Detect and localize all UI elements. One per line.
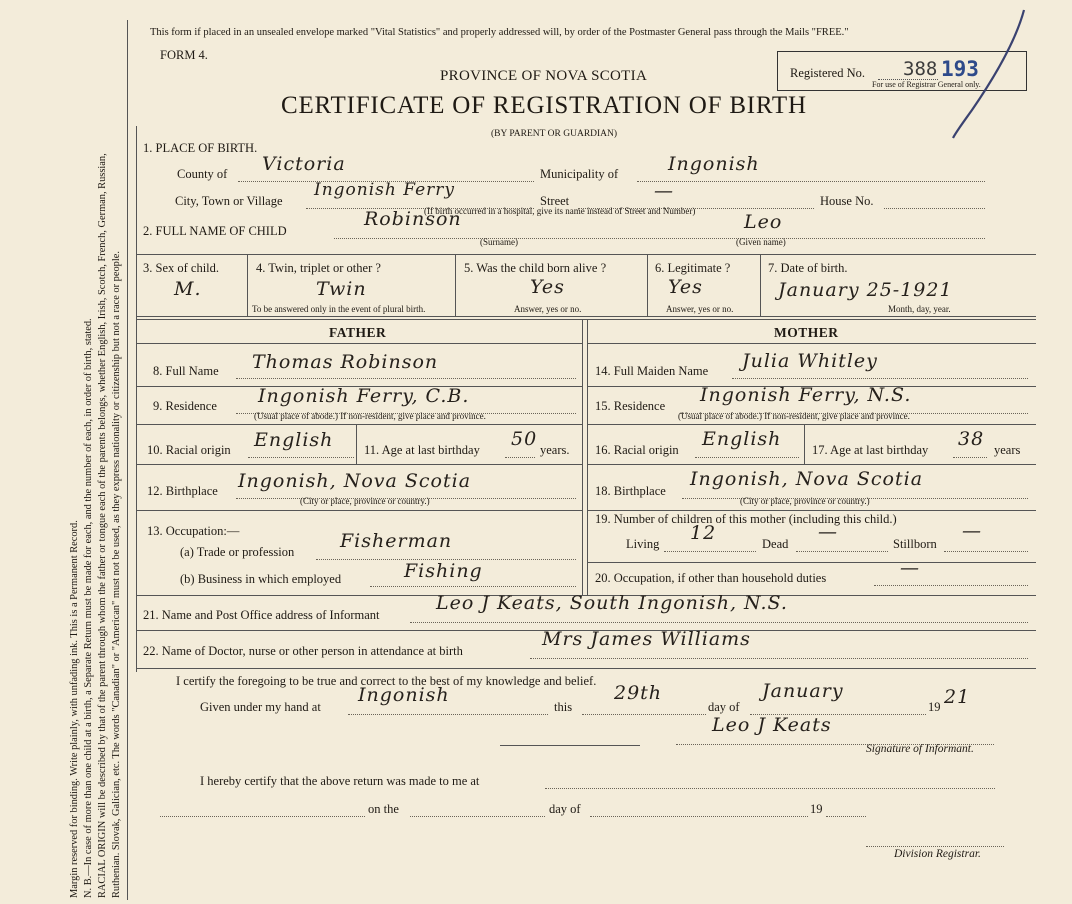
- year-prefix: 19: [928, 700, 941, 714]
- child-name-line: [334, 238, 985, 239]
- mother-age-unit: years: [994, 443, 1021, 457]
- stillborn-value: —: [962, 520, 982, 542]
- mother-row-line-4: [587, 510, 1036, 511]
- father-business-value: Fishing: [404, 560, 483, 582]
- row-divider-2: [136, 316, 1036, 317]
- given-place-value: Ingonish: [358, 684, 450, 706]
- house-line: [884, 208, 985, 209]
- registered-number-stamped: 193: [941, 57, 979, 81]
- father-row-line-3: [136, 464, 582, 465]
- stillborn-label: Stillborn: [893, 537, 937, 551]
- father-age-divider: [356, 424, 357, 464]
- registrar-note: For use of Registrar General only.: [872, 80, 981, 89]
- informant-line: [410, 622, 1028, 623]
- registrar-month-line: [590, 816, 808, 817]
- registrar-blank-line: [160, 816, 365, 817]
- informant-value: Leo J Keats, South Ingonish, N.S.: [436, 592, 788, 614]
- mother-occupation-value: —: [900, 557, 920, 579]
- child-surname-value: Robinson: [364, 208, 462, 230]
- given-place-line: [348, 714, 548, 715]
- father-row-line-2: [136, 424, 582, 425]
- row-divider-1: [136, 254, 1036, 255]
- mother-age-divider: [804, 424, 805, 464]
- twin-value: Twin: [316, 278, 367, 300]
- legitimate-note: Answer, yes or no.: [666, 304, 734, 314]
- father-name-value: Thomas Robinson: [252, 351, 439, 373]
- sex-value: M.: [174, 278, 202, 300]
- col-divider-3: [647, 254, 648, 316]
- dead-line: [796, 551, 888, 552]
- given-day-value: 29th: [614, 682, 663, 704]
- given-day-line: [582, 714, 706, 715]
- county-label: County of: [177, 167, 228, 181]
- mother-heading-line: [587, 343, 1036, 344]
- informant-signature: Leo J Keats: [712, 714, 832, 736]
- page-subtitle: (BY PARENT OR GUARDIAN): [491, 129, 618, 139]
- city-label: City, Town or Village: [175, 194, 283, 208]
- child-name-label: 2. FULL NAME OF CHILD: [143, 224, 287, 238]
- registrar-on-the-label: on the: [368, 802, 399, 816]
- given-caption: (Given name): [736, 237, 786, 247]
- margin-note-4: Ruthenian. Slovak, Galician, etc. The words "Canadian" or "American" must not be used, as they express nationality or citizenship but not a race or people.: [111, 251, 122, 898]
- registrar-place-line: [545, 788, 995, 789]
- mother-residence-note: (Usual place of abode.) If non-resident, give place and province.: [678, 411, 910, 421]
- registered-number-printed: 388: [903, 58, 938, 80]
- father-residence-note: (Usual place of abode.) If non-resident, give place and province.: [254, 411, 486, 421]
- father-age-value: 50: [511, 428, 538, 450]
- twin-label: 4. Twin, triplet or other ?: [256, 261, 381, 275]
- stillborn-line: [944, 551, 1028, 552]
- mother-racial-line: [695, 457, 799, 458]
- father-birthplace-value: Ingonish, Nova Scotia: [238, 470, 472, 492]
- province-heading: PROVINCE OF NOVA SCOTIA: [440, 68, 648, 84]
- signature-caption: Signature of Informant.: [866, 743, 974, 755]
- col-divider-2: [455, 254, 456, 316]
- twin-note: To be answered only in the event of plural birth.: [252, 304, 426, 314]
- living-line: [664, 551, 756, 552]
- father-row-line-4: [136, 510, 582, 511]
- postal-notice: This form if placed in an unsealed envelope marked "Vital Statistics" and properly addressed will, by order of the Postmaster General pass through the Mails "FREE.": [150, 27, 849, 38]
- mother-row-line-5: [587, 562, 1036, 563]
- attendant-value: Mrs James Williams: [542, 628, 751, 650]
- father-trade-label: (a) Trade or profession: [180, 545, 295, 559]
- municipality-label: Municipality of: [540, 167, 619, 181]
- col-divider-4: [760, 254, 761, 316]
- margin-note-3: RACIAL ORIGIN will be described by that of the parent through whom the father or tongue each of the parents belongs, whether English, Irish, Scotch, French, German, Russian,: [97, 153, 108, 898]
- mother-age-line: [953, 457, 987, 458]
- father-age-unit: years.: [540, 443, 570, 457]
- this-label: this: [554, 700, 573, 714]
- sex-label: 3. Sex of child.: [143, 261, 220, 275]
- father-racial-line: [248, 457, 354, 458]
- mother-occupation-label: 20. Occupation, if other than household duties: [595, 571, 827, 585]
- birth-date-note: Month, day, year.: [888, 304, 951, 314]
- parents-divider-b: [587, 319, 588, 595]
- dead-value: —: [818, 521, 838, 543]
- given-month-value: January: [762, 680, 844, 702]
- mother-racial-value: English: [702, 428, 782, 450]
- street-value: —: [654, 180, 674, 202]
- father-name-line: [236, 378, 576, 379]
- father-trade-value: Fisherman: [340, 530, 453, 552]
- house-label: House No.: [820, 194, 874, 208]
- alive-value: Yes: [530, 276, 565, 298]
- registrar-day-of-label: day of: [549, 802, 581, 816]
- father-name-label: 8. Full Name: [153, 364, 219, 378]
- father-birthplace-note: (City or place, province or country.): [300, 496, 430, 506]
- place-of-birth-heading: 1. PLACE OF BIRTH.: [143, 141, 258, 155]
- father-heading-line: [136, 343, 582, 344]
- mother-age-label: 17. Age at last birthday: [812, 443, 929, 457]
- row-divider-5: [136, 668, 1036, 669]
- attendant-line: [530, 658, 1028, 659]
- informant-label: 21. Name and Post Office address of Informant: [143, 608, 380, 622]
- street-label: Street: [540, 194, 570, 208]
- living-label: Living: [626, 537, 660, 551]
- father-heading: FATHER: [329, 325, 387, 340]
- attendant-label: 22. Name of Doctor, nurse or other person in attendance at birth: [143, 644, 463, 658]
- father-residence-label: 9. Residence: [153, 399, 217, 413]
- alive-label: 5. Was the child born alive ?: [464, 261, 607, 275]
- registered-label: Registered No.: [790, 66, 865, 80]
- hospital-note: (If birth occurred in a hospital, give its name instead of Street and Number): [424, 206, 696, 216]
- registrar-statement: I hereby certify that the above return was made to me at: [200, 774, 480, 788]
- municipality-value: Ingonish: [668, 153, 760, 175]
- father-business-line: [370, 586, 576, 587]
- mother-birthplace-note: (City or place, province or country.): [740, 496, 870, 506]
- father-birthplace-label: 12. Birthplace: [147, 484, 218, 498]
- mother-occupation-line: [874, 585, 1028, 586]
- surname-caption: (Surname): [480, 237, 518, 247]
- mother-row-line-2: [587, 424, 1036, 425]
- day-of-label: day of: [708, 700, 740, 714]
- municipality-line: [637, 181, 985, 182]
- parents-divider-a: [582, 319, 583, 595]
- father-racial-value: English: [254, 429, 334, 451]
- alive-note: Answer, yes or no.: [514, 304, 582, 314]
- given-under-label: Given under my hand at: [200, 700, 321, 714]
- registrar-day-line: [410, 816, 545, 817]
- dead-label: Dead: [762, 537, 789, 551]
- living-value: 12: [690, 522, 717, 544]
- certify-statement: I certify the foregoing to be true and correct to the best of my knowledge and belief.: [176, 674, 597, 688]
- legitimate-value: Yes: [668, 276, 703, 298]
- year-value: 21: [944, 686, 971, 708]
- birth-date-label: 7. Date of birth.: [768, 261, 848, 275]
- father-business-label: (b) Business in which employed: [180, 572, 342, 586]
- birth-date-value: January 25-1921: [778, 279, 953, 301]
- child-given-value: Leo: [744, 211, 783, 233]
- mother-residence-value: Ingonish Ferry, N.S.: [700, 384, 912, 406]
- father-occupation-label: 13. Occupation:—: [147, 524, 240, 538]
- mother-birthplace-value: Ingonish, Nova Scotia: [690, 468, 924, 490]
- registrar-year-line: [826, 816, 866, 817]
- mother-birthplace-label: 18. Birthplace: [595, 484, 666, 498]
- blank-signature-line: [500, 745, 640, 746]
- margin-note-2: N. B.—In case of more than one child at a birth, a Separate Return must be made for each, and the number of each, in order of birth, stated.: [83, 318, 94, 898]
- row-divider-2b: [136, 319, 1036, 320]
- margin-note-1: Margin reserved for binding. Write plainly, with unfading ink. This is a Permanent Record.: [69, 520, 80, 898]
- registrar-signature-line: [866, 846, 1004, 847]
- mother-name-label: 14. Full Maiden Name: [595, 364, 709, 378]
- registrar-caption: Division Registrar.: [894, 848, 981, 860]
- county-value: Victoria: [262, 153, 346, 175]
- father-residence-value: Ingonish Ferry, C.B.: [258, 385, 470, 407]
- mother-racial-label: 16. Racial origin: [595, 443, 679, 457]
- form-number: FORM 4.: [160, 48, 208, 62]
- mother-row-line-3: [587, 464, 1036, 465]
- registrar-year-prefix: 19: [810, 802, 823, 816]
- father-racial-label: 10. Racial origin: [147, 443, 231, 457]
- mother-children-label: 19. Number of children of this mother (including this child.): [595, 512, 897, 526]
- mother-residence-label: 15. Residence: [595, 399, 666, 413]
- father-age-label: 11. Age at last birthday: [364, 443, 480, 457]
- page-title: CERTIFICATE OF REGISTRATION OF BIRTH: [281, 92, 807, 119]
- mother-heading: MOTHER: [774, 325, 839, 340]
- mother-name-line: [732, 378, 1028, 379]
- legitimate-label: 6. Legitimate ?: [655, 261, 731, 275]
- father-age-line: [505, 457, 535, 458]
- city-value: Ingonish Ferry: [314, 180, 456, 200]
- col-divider-1: [247, 254, 248, 316]
- mother-name-value: Julia Whitley: [742, 350, 878, 372]
- mother-age-value: 38: [958, 428, 985, 450]
